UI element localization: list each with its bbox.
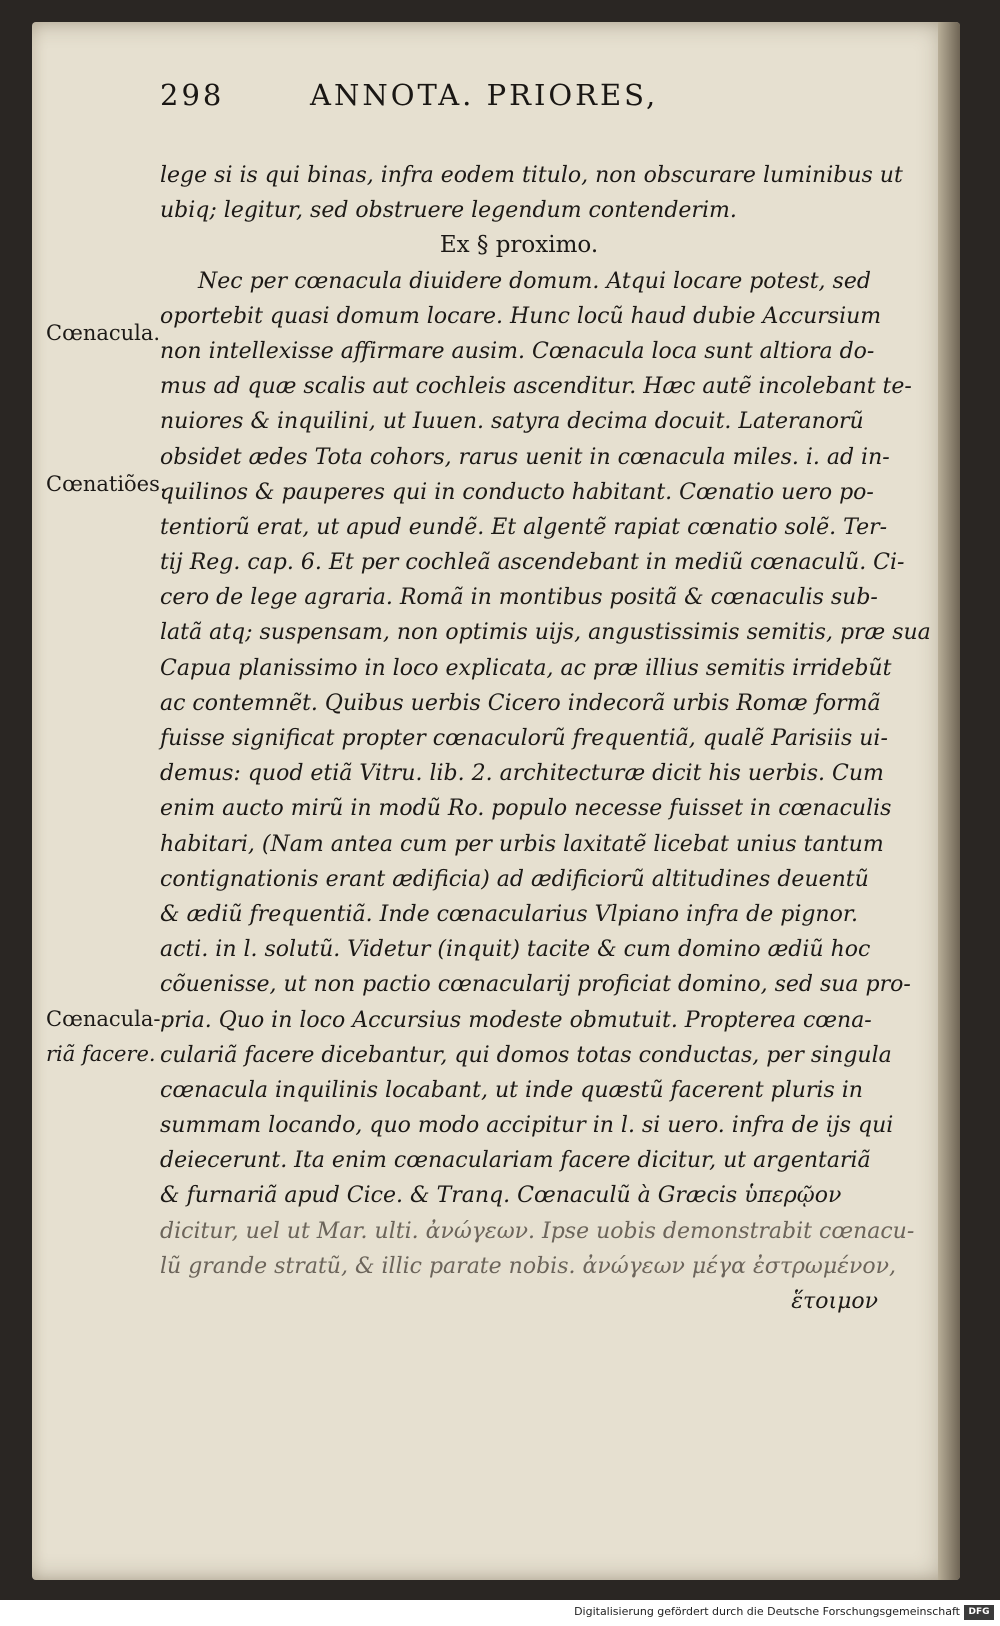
text-line: dicitur, uel ut Mar. ulti. ἀνώγεων. Ipse uobis demonstrabit cœnacu- bbox=[160, 1218, 915, 1244]
text-line: cõuenisse, ut non pactio cœnacularij proficiat domino, sed sua pro- bbox=[160, 972, 911, 998]
text-line: non intellexisse affirmare ausim. Cœnacula loca sunt altiora do- bbox=[160, 338, 875, 364]
text-line: tentiorũ erat, ut apud eundẽ. Et algentẽ rapiat cœnatio solẽ. Ter- bbox=[160, 514, 888, 540]
page-header bbox=[160, 78, 720, 128]
text-line: contignationis erant ædificia) ad ædificiorũ altitudines deuentũ bbox=[160, 866, 869, 892]
text-line: & ædiũ frequentiã. Inde cœnacularius Vlpiano infra de pignor. bbox=[160, 901, 858, 927]
text-line: nuiores & inquilini, ut Iuuen. satyra decima docuit. Lateranorũ bbox=[160, 409, 864, 435]
text-line: summam locando, quo modo accipitur in l. si uero. infra de ijs qui bbox=[160, 1113, 894, 1139]
text-line: demus: quod etiã Vitru. lib. 2. architecturæ dicit his uerbis. Cum bbox=[160, 761, 884, 787]
text-line: obsidet ædes Tota cohors, rarus uenit in cœnacula miles. i. ad in- bbox=[160, 444, 890, 470]
text-line: ac contemnẽt. Quibus uerbis Cicero indecorã urbis Romæ formã bbox=[160, 690, 881, 716]
text-line: Capua planissimo in loco explicata, ac præ illius semitis irridebũt bbox=[160, 655, 892, 681]
text-line: tij Reg. cap. 6. Et per cochleã ascendebant in mediũ cœnaculũ. Ci- bbox=[160, 550, 905, 576]
text-line: & furnariã apud Cice. & Tranq. Cœnaculũ à Græcis ὑπερῷον bbox=[160, 1183, 842, 1209]
page-number: 298 bbox=[160, 78, 225, 112]
text-line: enim aucto mirũ in modũ Ro. populo necesse fuisset in cœnaculis bbox=[160, 796, 892, 822]
text-line: deiecerunt. Ita enim cœnaculariam facere dicitur, ut argentariã bbox=[160, 1148, 871, 1174]
text-line: lũ grande stratũ, & illic parate nobis. ἀνώγεων μέγα ἐστρωμένον, bbox=[160, 1253, 896, 1279]
text-line: pria. Quo in loco Accursius modeste obmutuit. Propterea cœna- bbox=[160, 1007, 872, 1033]
dfg-logo-icon: DFG bbox=[964, 1605, 994, 1620]
catchword: ἕτοιμον bbox=[791, 1289, 878, 1314]
text-line: latã atq; suspensam, non optimis uijs, angustissimis semitis, præ sua bbox=[160, 620, 931, 646]
text-line: quilinos & pauperes qui in conducto habitant. Cœnatio uero po- bbox=[160, 479, 874, 505]
main-text bbox=[160, 158, 931, 1319]
text-line: ubiq; legitur, sed obstruere legendum contenderim. bbox=[160, 198, 737, 224]
text-line: acti. in l. solutũ. Videtur (inquit) tacite & cum domino ædiũ hoc bbox=[160, 937, 871, 963]
section-heading: Ex § proximo. bbox=[439, 232, 599, 259]
funding-credit: Digitalisierung gefördert durch die Deutsche Forschungsgemeinschaft bbox=[574, 1605, 960, 1618]
text-line: fuisse significat propter cœnaculorũ frequentiã, qualẽ Parisiis ui- bbox=[160, 726, 888, 751]
margin-note-coenacularia-1: Cœnacula- bbox=[46, 1007, 161, 1031]
text-line: habitari, (Nam antea cum per urbis laxitatẽ licebat unius tantum bbox=[160, 831, 884, 857]
margin-note-coenationes: Cœnatiões. bbox=[46, 472, 167, 496]
text-line: Nec per cœnacula diuidere domum. Atqui locare potest, sed bbox=[198, 268, 871, 294]
text-line: culariã facere dicebantur, qui domos totas conductas, per singula bbox=[160, 1042, 892, 1068]
text-line: lege si is qui binas, infra eodem titulo, non obscurare luminibus ut bbox=[160, 163, 903, 188]
margin-note-coenacularia-2: riã facere. bbox=[46, 1042, 156, 1066]
margin-note-coenacula: Cœnacula. bbox=[46, 321, 161, 345]
text-line: cero de lege agraria. Romã in montibus positã & cœnaculis sub- bbox=[160, 585, 878, 611]
running-title: ANNOTA. PRIORES, bbox=[310, 78, 659, 112]
text-line: mus ad quæ scalis aut cochleis ascenditur. Hæc autẽ incolebant te- bbox=[160, 374, 912, 400]
page-gutter-shadow bbox=[938, 22, 960, 1580]
digitization-footer bbox=[0, 1600, 1000, 1626]
text-line: oportebit quasi domum locare. Hunc locũ haud dubie Accursium bbox=[160, 303, 882, 329]
text-line: cœnacula inquilinis locabant, ut inde quæstũ facerent pluris in bbox=[160, 1077, 863, 1103]
